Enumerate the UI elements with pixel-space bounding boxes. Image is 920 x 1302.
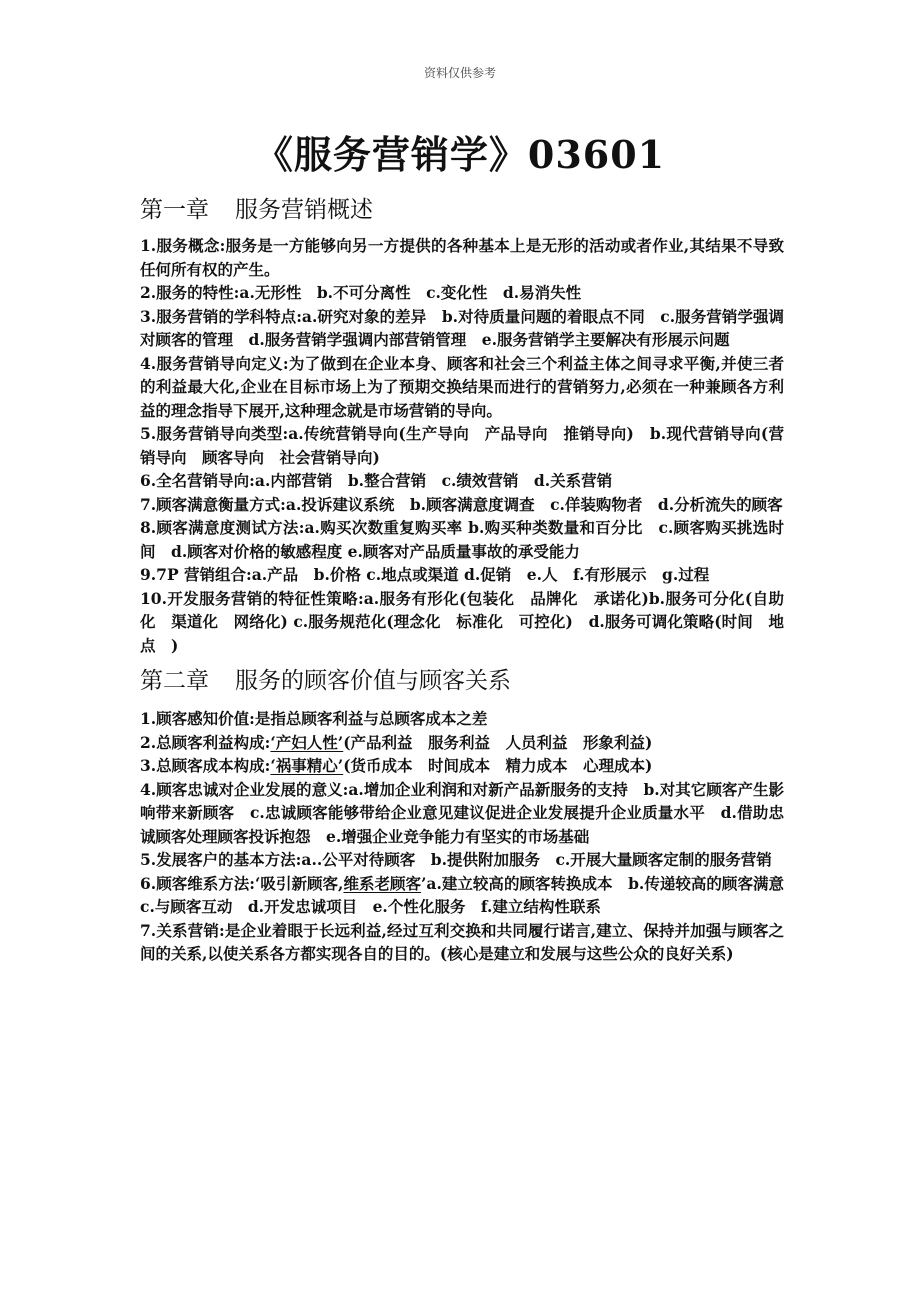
chapter-number: 第一章 xyxy=(140,197,209,223)
list-item: 1.顾客感知价值:是指总顾客利益与总顾客成本之差 xyxy=(140,709,488,728)
list-item: 2.服务的特性:a.无形性 b.不可分离性 c.变化性 d.易消失性 xyxy=(140,283,582,302)
list-item: 6.顾客维系方法:‘吸引新顾客,维系老顾客’a.建立较高的顾客转换成本 b.传递较高的顾客满意 c.与顾客互动 d.开发忠诚项目 e.个性化服务 f.建立结构性联系 xyxy=(140,873,800,916)
list-item: 5.发展客户的基本方法:a..公平对待顾客 b.提供附加服务 c.开展大量顾客定制的服务营销 xyxy=(140,850,772,869)
list-item: 7.顾客满意衡量方式:a.投诉建议系统 b.顾客满意度调查 c.佯装购物者 d.分析流失的顾客 xyxy=(140,494,783,514)
list-item: 4.顾客忠诚对企业发展的意义:a.增加企业利润和对新产品新服务的支持 b.对其它顾客产生影响带来新顾客 c.忠诚顾客能够带给企业意见建议促进企业发展提升企业质量水平 d.借助忠诚顾客处理顾客投诉抱怨 e.增强企业竞争能力有坚实的市场基础 xyxy=(140,779,784,846)
list-item: 8.顾客满意度测试方法:a.购买次数重复购买率 b.购买种类数量和百分比 c.顾客购买挑选时间 d.顾客对价格的敏感程度 e.顾客对产品质量事故的承受能力 xyxy=(140,518,784,561)
list-item: 3.服务营销的学科特点:a.研究对象的差异 b.对待质量问题的着眼点不同 c.服务营销学强调对顾客的管理 d.服务营销学强调内部营销管理 e.服务营销学主要解决有形展示问题 xyxy=(140,306,784,349)
header-note: 资料仅供参考 xyxy=(423,66,496,80)
list-item: 7.关系营销:是企业着眼于长远利益,经过互利交换和共同履行诺言,建立、保持并加强与顾客之间的关系,以使关系各方都实现各自的目的。(核心是建立和发展与这些公众的良好关系) xyxy=(140,920,784,963)
chapter-number: 第二章 xyxy=(140,668,209,694)
underlined-phrase: 维系老顾客 xyxy=(343,873,422,893)
chapter-name: 服务的顾客价值与顾客关系 xyxy=(235,668,511,694)
list-item: 3.总顾客成本构成:‘祸事精心’(货币成本 时间成本 精力成本 心理成本) xyxy=(140,756,653,775)
list-item: 4.服务营销导向定义:为了做到在企业本身、顾客和社会三个利益主体之间寻求平衡,并使三者的利益最大化,企业在目标市场上为了预期交换结果而进行的营销努力,必须在一种兼顾各方利益的理念指导下展开,这种理念就是市场营销的导向。 xyxy=(140,353,784,420)
list-item: 9.7P 营销组合:a.产品 b.价格 c.地点或渠道 d.促销 e.人 f.有形展示 g.过程 xyxy=(140,565,710,584)
chapter-2-heading xyxy=(140,663,784,699)
document-title: 《服务营销学》03601 xyxy=(254,132,666,177)
underlined-mnemonic: ‘产妇人性’ xyxy=(270,732,344,752)
list-item: 2.总顾客利益构成:‘产妇人性’(产品利益 服务利益 人员利益 形象利益) xyxy=(140,732,653,752)
chapter-1-heading xyxy=(140,192,784,228)
chapter-name: 服务营销概述 xyxy=(235,197,373,223)
document-content xyxy=(140,192,800,966)
list-item: 5.服务营销导向类型:a.传统营销导向(生产导向 产品导向 推销导向) b.现代营销导向(营销导向 顾客导向 社会营销导向) xyxy=(140,424,784,467)
list-item: 10.开发服务营销的特征性策略:a.服务有形化(包装化 品牌化 承诺化)b.服务可分化(自助化 渠道化 网络化) c.服务规范化(理念化 标准化 可控化) d.服务可调化策略(时间 地点 ) xyxy=(140,588,784,655)
list-item: 1.服务概念:服务是一方能够向另一方提供的各种基本上是无形的活动或者作业,其结果不导致任何所有权的产生。 xyxy=(140,236,784,279)
underlined-mnemonic: ‘祸事精心’ xyxy=(270,756,344,775)
list-item: 6.全名营销导向:a.内部营销 b.整合营销 c.绩效营销 d.关系营销 xyxy=(140,471,613,490)
